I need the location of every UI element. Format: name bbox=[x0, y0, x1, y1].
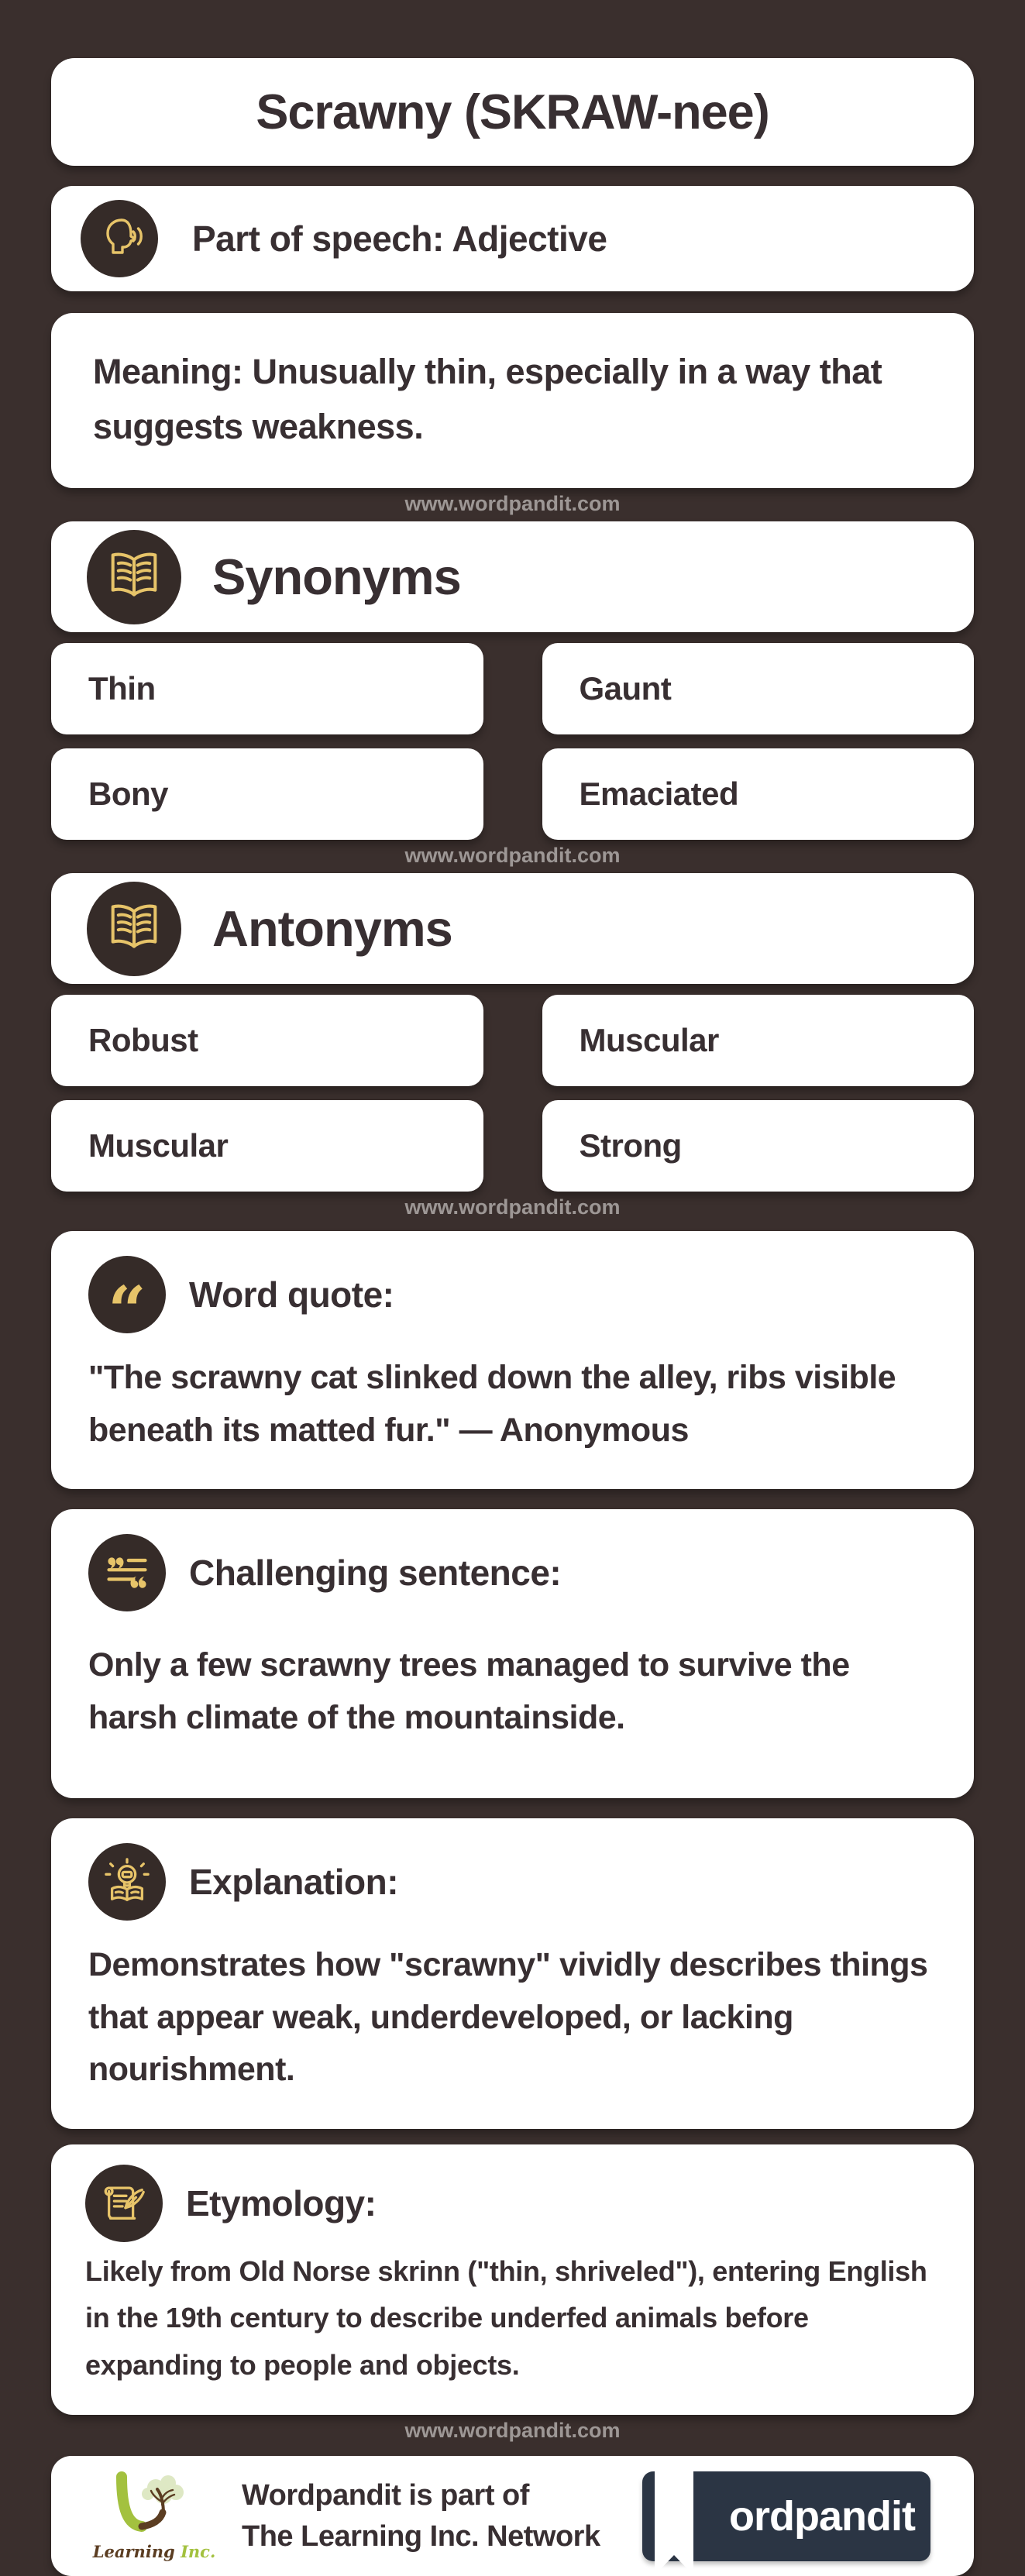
antonym-item: Muscular bbox=[542, 995, 975, 1086]
explanation-text: Demonstrates how "scrawny" vividly describes things that appear weak, underdeveloped, or lacking nourishment. bbox=[88, 1946, 928, 2089]
synonyms-grid bbox=[51, 643, 974, 840]
antonyms-header-card bbox=[51, 873, 974, 984]
etymology-text: Likely from Old Norse skrinn ("thin, shriveled"), entering English in the 19th century to describe underfed animals before expanding to people and objects. bbox=[85, 2254, 927, 2381]
footer-network-text bbox=[242, 2475, 600, 2557]
page-title: Scrawny (SKRAW-nee) bbox=[256, 84, 769, 139]
watermark-url: www.wordpandit.com bbox=[404, 2419, 621, 2443]
word-title-card bbox=[51, 58, 974, 166]
footer-card bbox=[51, 2456, 974, 2576]
antonyms-grid bbox=[51, 995, 974, 1192]
lightbulb-book-icon bbox=[88, 1843, 166, 1921]
antonym-item: Muscular bbox=[51, 1100, 483, 1192]
wordpandit-logo bbox=[642, 2471, 930, 2561]
learning-inc-logo-text: Learning Inc. bbox=[92, 2542, 216, 2562]
wordpandit-w-ribbon-icon bbox=[655, 2457, 693, 2575]
wordpandit-logo-text: ordpandit bbox=[729, 2492, 915, 2540]
challenging-sentence-heading: Challenging sentence: bbox=[189, 1553, 562, 1594]
etymology-card bbox=[51, 2144, 974, 2415]
synonym-item: Emaciated bbox=[542, 748, 975, 840]
synonym-item: Bony bbox=[51, 748, 483, 840]
meaning-card bbox=[51, 313, 974, 488]
watermark-url: www.wordpandit.com bbox=[404, 1195, 621, 1219]
synonym-item: Thin bbox=[51, 643, 483, 734]
synonyms-heading: Synonyms bbox=[212, 549, 461, 606]
speaking-head-icon bbox=[81, 200, 158, 277]
open-book-icon bbox=[87, 530, 181, 624]
synonym-item: Gaunt bbox=[542, 643, 975, 734]
etymology-heading: Etymology: bbox=[186, 2182, 377, 2223]
footer-network-line1: Wordpandit is part of bbox=[242, 2479, 529, 2512]
explanation-card bbox=[51, 1818, 974, 2129]
scroll-quill-icon bbox=[85, 2165, 163, 2242]
footer-network-line2: The Learning Inc. Network bbox=[242, 2519, 600, 2553]
part-of-speech-card bbox=[51, 186, 974, 291]
tree-in-u-icon bbox=[108, 2471, 201, 2545]
quoted-lines-icon bbox=[88, 1534, 166, 1611]
part-of-speech-label: Part of speech: Adjective bbox=[192, 218, 607, 260]
word-quote-heading: Word quote: bbox=[189, 1274, 394, 1316]
antonym-item: Robust bbox=[51, 995, 483, 1086]
antonym-item: Strong bbox=[542, 1100, 975, 1192]
open-book-icon bbox=[87, 882, 181, 976]
synonyms-header-card bbox=[51, 521, 974, 632]
word-quote-card bbox=[51, 1231, 974, 1489]
challenging-sentence-text: Only a few scrawny trees managed to survive the harsh climate of the mountainside. bbox=[88, 1646, 850, 1736]
explanation-heading: Explanation: bbox=[189, 1862, 399, 1903]
challenging-sentence-card bbox=[51, 1509, 974, 1798]
meaning-text: Meaning: Unusually thin, especially in a way that suggests weakness. bbox=[93, 351, 882, 446]
watermark-url: www.wordpandit.com bbox=[404, 844, 621, 868]
learning-inc-logo bbox=[92, 2471, 216, 2562]
antonyms-heading: Antonyms bbox=[212, 900, 452, 958]
word-quote-text: "The scrawny cat slinked down the alley, ribs visible beneath its matted fur." — Anonymous bbox=[88, 1359, 896, 1449]
watermark-url: www.wordpandit.com bbox=[404, 492, 621, 516]
double-quote-icon: “ bbox=[88, 1256, 166, 1333]
